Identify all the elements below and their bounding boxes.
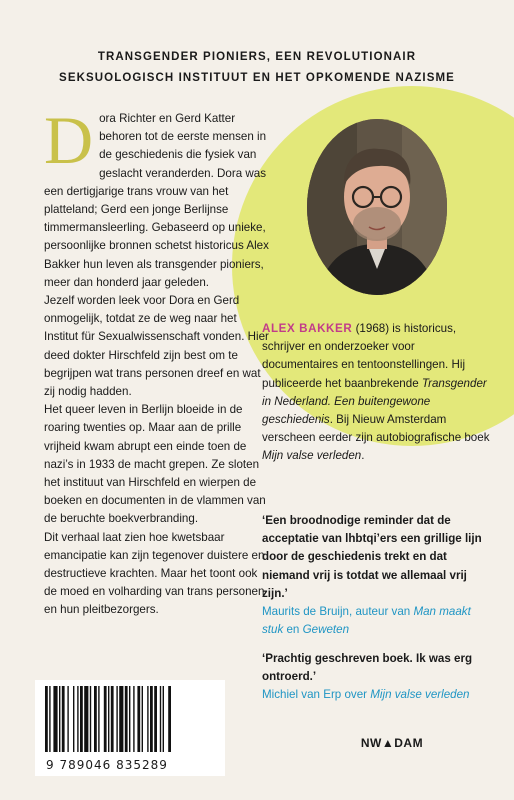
barcode-bar [160, 686, 161, 752]
barcode-bar [98, 686, 99, 752]
barcode-bar [111, 686, 114, 752]
quote-book-title: Geweten [302, 623, 350, 637]
bio-book-title: Transgender in Nederland. Een buitengewone geschiedenis [262, 376, 487, 427]
barcode-bar [90, 686, 91, 752]
bio-text: (1968) is historicus, schrijver en onderzoeker voor documentaires en tentoonstellingen. Hij publiceerde het baanbrekende [262, 322, 466, 390]
barcode-bar [45, 686, 48, 752]
barcode-bar [84, 686, 88, 752]
barcode-bar [163, 686, 164, 752]
barcode-bar [147, 686, 148, 752]
barcode-bar [94, 686, 97, 752]
bio-text: . Bij Nieuw Amsterdam verscheen eerder zijn autobiografische boek [262, 413, 490, 445]
barcode-bar [137, 686, 140, 752]
barcode-bar [53, 686, 57, 752]
review-quote-2 [262, 650, 494, 705]
quote-author: Maurits de Bruijn [262, 605, 349, 619]
synopsis-paragraph: Jezelf worden leek voor Dora en Gerd onmogelijk, totdat ze de weg naar het Institut für Sexualwissenschaft vonden. Hier deed dokter Hirschfeld zijn best om te begrijpen wat trans personen dreef en wat zij nodig hadden. [44, 294, 269, 399]
synopsis-paragraph: Dit verhaal laat zien hoe kwetsbaar emancipatie kan zijn tegenover duistere en destructieve krachten. Maar het toont ook de moed en volharding van trans personen en hun pleitbezorgers. [44, 530, 265, 617]
barcode-bar [142, 686, 143, 752]
bio-text: . [361, 449, 365, 463]
barcode-bar [59, 686, 60, 752]
quote-attribution: , auteur van [349, 605, 414, 619]
quote-attribution: en [283, 623, 303, 637]
drop-cap: D [44, 102, 94, 178]
headline-line-2: SEKSUOLOGISCH INSTITUUT EN HET OPKOMENDE NAZISME [59, 72, 455, 84]
barcode-bar [62, 686, 65, 752]
barcode-bar [49, 686, 50, 752]
isbn-number: 9 789046 835289 [46, 758, 168, 772]
publisher-logo: NW▲DAM [360, 736, 424, 750]
synopsis-paragraph: ora Richter en Gerd Katter behoren tot de eerste mensen in de geschiedenis die fysiek van geslacht veranderden. Dora was een dertigjarige trans vrouw van het platteland; Gerd een jonge Berlijnse timmermansleerling. Gebaseerd op unieke, persoonlijke bronnen schetst historicus Alex Bakker hun leven als transgender pioniers, meer dan honderd jaar geleden. [44, 112, 269, 289]
barcode-bars [35, 680, 225, 756]
quote-attribution: over [341, 688, 371, 702]
barcode-bar [119, 686, 123, 752]
synopsis-paragraph: Het queer leven in Berlijn bloeide in de roaring twenties op. Maar aan de prille vrijheid kwam abrupt een einde toen de nazi’s in 1933 de macht grepen. Ze sloten het instituut van Hirschfeld en wierpen de boeken en documenten in de vlammen van de beruchte boekverbranding. [44, 403, 266, 526]
quote-author: Michiel van Erp [262, 688, 342, 702]
author-portrait-illustration [307, 119, 447, 295]
barcode-bar [67, 686, 68, 752]
barcode-bar [133, 686, 134, 752]
barcode-bar [168, 686, 171, 752]
barcode-bar [77, 686, 78, 752]
author-bio [262, 320, 490, 466]
barcode-bar [129, 686, 130, 752]
quote-book-title: Mijn valse verleden [370, 688, 470, 702]
quote-text: ‘Prachtig geschreven boek. Ik was erg ontroerd.’ [262, 652, 473, 684]
quote-book-title: Man maakt stuk [262, 605, 471, 637]
barcode-bar [116, 686, 117, 752]
headline-line-1: TRANSGENDER PIONIERS, EEN REVOLUTIONAIR [97, 51, 417, 63]
barcode-bar [150, 686, 153, 752]
barcode-bar [125, 686, 128, 752]
review-quote-1 [262, 512, 494, 639]
author-photo [307, 119, 447, 295]
cover-headline [40, 47, 474, 89]
barcode-bar [73, 686, 74, 752]
barcode-bar [108, 686, 109, 752]
quote-text: ‘Een broodnodige reminder dat de acceptatie van lhbtqi’ers een grillige lijn door de geschiedenis trekt en dat niemand vrij is totdat we allemaal vrij zijn.’ [262, 514, 482, 600]
synopsis-column [44, 102, 269, 620]
barcode-bar [104, 686, 107, 752]
barcode-bar [80, 686, 83, 752]
author-name: ALEX BAKKER [262, 322, 353, 335]
bio-book-title: Mijn valse verleden [262, 449, 362, 463]
barcode-bar [154, 686, 157, 752]
